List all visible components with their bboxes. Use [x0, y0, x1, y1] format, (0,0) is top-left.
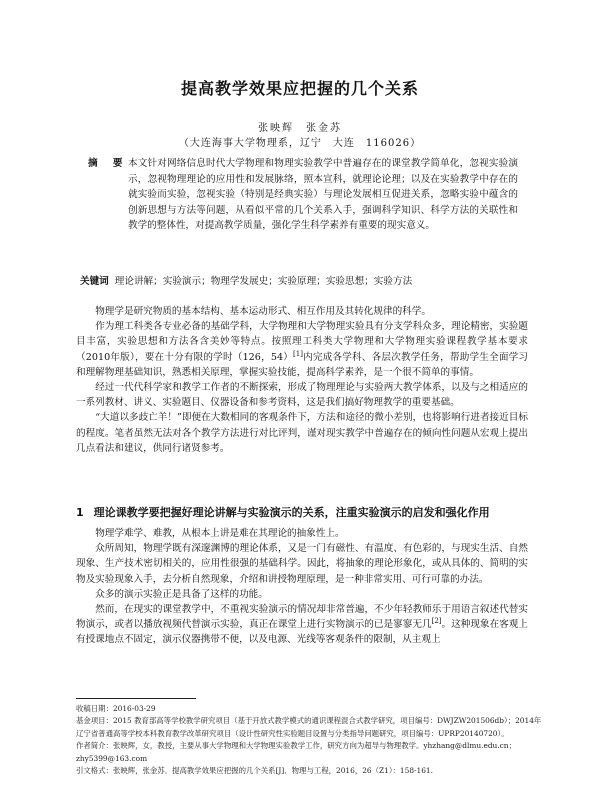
- intro-paragraph: “大道以多歧亡羊！”即便在大数相同的客观条件下，方法和途径的微小差别，也将影响行进者接近目标的程度。笔者虽然无法对各个教学方法进行对比评判，谨对现实教学中普遍存在的倾向性问题从宏观上提出几点看法和建议，供同行诸贤参考。: [76, 412, 528, 454]
- keywords-label: 关键词: [80, 276, 109, 287]
- affiliation: （大连海事大学物理系，辽宁 大连 116026）: [178, 138, 422, 149]
- citation-ref[interactable]: [1]: [293, 349, 303, 358]
- intro-paragraph: 作为理工科类各专业必备的基础学科，大学物理和大学物理实验具有分支学科众多，理论精密，实验题目丰富，实验思想和方法各含美妙等特点。按照理工科类大学物理和大学物理实验课程教学基本要求（2010年版），要在十分有限的学时（126，54）[1]内完成各学科、各层次教学任务，帮助学生全面学习和理解物理基础知识，熟悉相关原理，掌握实验技能，提高科学素养，是一个很不简单的事情。: [76, 321, 529, 378]
- keywords-text: 理论讲解；实验演示；物理学发展史；实验原理；实验思想；实验方法: [114, 276, 413, 287]
- section-paragraph: 物理学难学、难教，从根本上讲是难在其理论的抽象性上。: [95, 528, 345, 539]
- footnote-divider: [76, 698, 196, 699]
- section-body: [76, 526, 528, 648]
- section-paragraph: 众多的演示实验正是具备了这样的功能。: [95, 588, 268, 600]
- authors: 张映辉 张金苏: [258, 123, 342, 134]
- footnote-received: 收稿日期：2016-03-29: [76, 704, 156, 713]
- intro-paragraph: 物理学是研究物质的基本结构、基本运动形式、相互作用及其转化规律的科学。: [95, 306, 431, 317]
- footnote-funding: 基金项目：2015 教育部高等学校教学研究项目（基于开放式教学模式的通识课程混合式教学研究，项目编号：DWJZW201506db）；2014年辽宁省普通高等学校本科教育教学改革研究项目（设计性研究性实验题目设置与分类指导问题研究，项目编号：UPRP20140720）。: [76, 716, 542, 738]
- section-paragraph: 众所周知，物理学既有深邃渊博的理论体系，又是一门有磁性、有温度、有色彩的，与现实生活、自然现象、生产技术密切相关的，应用性很强的基础科学。因此，将抽象的理论形象化，或从具体的、简明的实物及实验现象入手，去分析自然现象，介绍和讲授物理原理，是一种非常实用、可行可靠的办法。: [76, 543, 528, 585]
- footnotes: [76, 703, 546, 777]
- section-title: 理论课教学要把握好理论讲解与实验演示的关系，注重实验演示的启发和强化作用: [93, 506, 490, 519]
- abstract: [88, 156, 518, 234]
- section-heading: [76, 504, 546, 520]
- section-number: 1: [76, 506, 84, 519]
- paper-title: 提高教学效果应把握的几个关系: [180, 79, 419, 98]
- keywords: [80, 274, 520, 289]
- citation-ref[interactable]: [2]: [431, 617, 442, 626]
- abstract-text: 本文针对网络信息时代大学物理和物理实验教学中普遍存在的课堂教学简单化，忽视实验演示，忽视物理理论的应用性和发展脉络，照本宣科，就理论论理；以及在实验教学中存在的就实验而实验，忽视实验（特别是经典实验）与理论发展相互促进关系，忽略实验中蕴含的创新思想与方法等问题，从看似平常的几个关系入手，强调科学知识、科学方法的关联性和教学的整体性，对提高教学质量，强化学生科学素养有重要的现实意义。: [128, 158, 518, 232]
- intro-body: [76, 304, 528, 456]
- intro-paragraph: 经过一代代科学家和教学工作者的不断探索，形成了物理理论与实验两大教学体系，以及与之相适应的一系列教材、讲义、实验题目、仪器设备和参考资料，这是我们搞好物理教学的重要基础。: [76, 382, 528, 409]
- section-paragraph: 然而，在现实的课堂教学中，不重视实验演示的情况却非常普遍，不少年轻教师乐于用语言叙述代替实物演示，或者以播放视频代替演示实验，真正在课堂上进行实物演示的已是寥寥无几[2]。这种现象在客观上有授课地点不固定，演示仪器携带不便，以及电源、光线等客观条件的限制，从主观上: [76, 604, 529, 646]
- footnote-author: 作者简介：张映辉，女，教授，主要从事大学物理和大学物理实验教学工作，研究方向为超导与物理教学。yhzhang@dlmu.edu.cn；zhy5399@163.com: [76, 741, 516, 763]
- abstract-label: 摘 要: [88, 158, 129, 169]
- footnote-citation: 引文格式：张映辉，张金苏．提高教学效果应把握的几个关系[J]．物理与工程，2016，26（Z1）：158-161.: [76, 766, 433, 776]
